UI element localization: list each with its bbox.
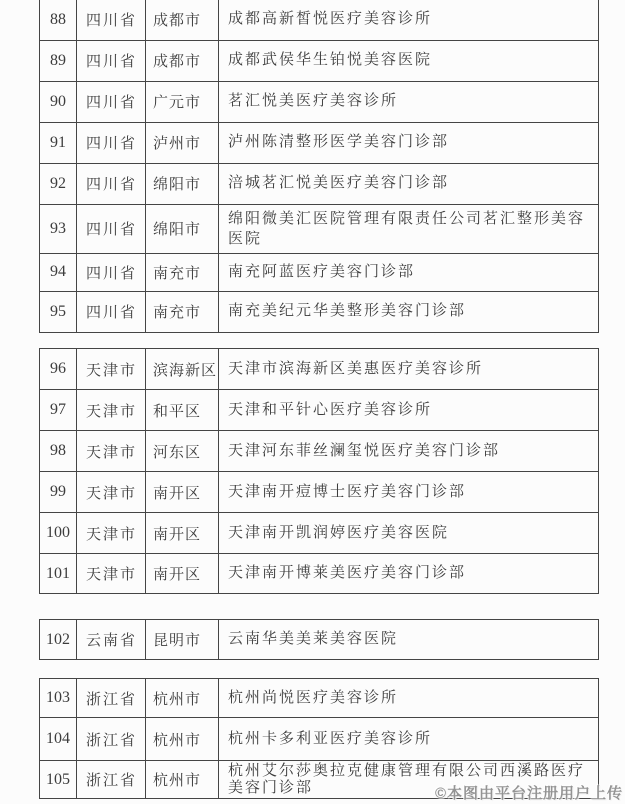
cell-org-name: 杭州卡多利亚医疗美容诊所: [219, 718, 599, 761]
cell-city: 南开区: [146, 513, 219, 554]
cell-province: 浙江省: [77, 761, 146, 799]
cell-city: 泸州市: [146, 122, 219, 163]
cell-province: 四川省: [77, 0, 146, 40]
table-row: [40, 390, 599, 431]
cell-org-name: 天津和平针心医疗美容诊所: [219, 390, 599, 431]
cell-city: 杭州市: [146, 679, 219, 718]
cell-number: 91: [40, 122, 77, 163]
table-row: [40, 620, 599, 660]
table-row: [40, 291, 599, 332]
cell-number: 105: [40, 761, 77, 799]
cell-province: 四川省: [77, 122, 146, 163]
table-row: [40, 472, 599, 513]
cell-number: 94: [40, 253, 77, 291]
cell-number: 97: [40, 390, 77, 431]
table-row: [40, 679, 599, 718]
table-row: [40, 163, 599, 204]
cell-org-name: 杭州艾尔莎奥拉克健康管理有限公司西溪路医疗美容门诊部: [219, 761, 599, 799]
cell-city: 河东区: [146, 431, 219, 472]
cell-org-name: 云南华美美莱美容医院: [219, 620, 599, 660]
table-row: [40, 718, 599, 761]
registry-table-sichuan: [39, 0, 599, 333]
cell-org-name: 天津南开博莱美医疗美容门诊部: [219, 554, 599, 594]
cell-org-name: 天津南开痘博士医疗美容门诊部: [219, 472, 599, 513]
cell-city: 南充市: [146, 291, 219, 332]
cell-org-name: 天津河东菲丝澜玺悦医疗美容门诊部: [219, 431, 599, 472]
watermark: ©本图由平台注册用户上传: [434, 785, 623, 802]
cell-city: 杭州市: [146, 718, 219, 761]
cell-org-name: 天津南开凯润婷医疗美容医院: [219, 513, 599, 554]
cell-city: 昆明市: [146, 620, 219, 660]
cell-org-name: 南充美纪元华美整形美容门诊部: [219, 291, 599, 332]
cell-number: 99: [40, 472, 77, 513]
cell-org-name: 绵阳微美汇医院管理有限责任公司茗汇整形美容医院: [219, 204, 599, 253]
cell-number: 95: [40, 291, 77, 332]
table-row: [40, 349, 599, 390]
table-row: [40, 81, 599, 122]
cell-city: 绵阳市: [146, 163, 219, 204]
cell-province: 天津市: [77, 431, 146, 472]
cell-number: 93: [40, 204, 77, 253]
cell-number: 90: [40, 81, 77, 122]
cell-number: 92: [40, 163, 77, 204]
cell-number: 101: [40, 554, 77, 594]
cell-city: 和平区: [146, 390, 219, 431]
cell-org-name: 天津市滨海新区美惠医疗美容诊所: [219, 349, 599, 390]
cell-org-name: 涪城茗汇悦美医疗美容门诊部: [219, 163, 599, 204]
registry-table-yunnan: [39, 619, 599, 660]
cell-number: 96: [40, 349, 77, 390]
cell-province: 四川省: [77, 40, 146, 81]
registry-table-zhejiang: [39, 678, 599, 799]
table-row: [40, 40, 599, 81]
cell-province: 天津市: [77, 513, 146, 554]
cell-number: 103: [40, 679, 77, 718]
cell-city: 南开区: [146, 554, 219, 594]
cell-number: 102: [40, 620, 77, 660]
cell-org-name: 南充阿蓝医疗美容门诊部: [219, 253, 599, 291]
cell-number: 89: [40, 40, 77, 81]
table-row: [40, 204, 599, 253]
table-row: [40, 431, 599, 472]
cell-province: 浙江省: [77, 679, 146, 718]
cell-org-name: 杭州尚悦医疗美容诊所: [219, 679, 599, 718]
cell-org-name: 成都高新皙悦医疗美容诊所: [219, 0, 599, 40]
cell-org-name: 茗汇悦美医疗美容诊所: [219, 81, 599, 122]
cell-number: 98: [40, 431, 77, 472]
cell-province: 浙江省: [77, 718, 146, 761]
cell-city: 成都市: [146, 40, 219, 81]
cell-number: 88: [40, 0, 77, 40]
cell-province: 四川省: [77, 81, 146, 122]
cell-province: 天津市: [77, 349, 146, 390]
cell-province: 四川省: [77, 163, 146, 204]
cell-province: 云南省: [77, 620, 146, 660]
cell-number: 104: [40, 718, 77, 761]
cell-number: 100: [40, 513, 77, 554]
cell-province: 四川省: [77, 291, 146, 332]
cell-city: 杭州市: [146, 761, 219, 799]
table-row: [40, 0, 599, 40]
table-row: [40, 122, 599, 163]
cell-city: 广元市: [146, 81, 219, 122]
cell-city: 绵阳市: [146, 204, 219, 253]
cell-province: 天津市: [77, 472, 146, 513]
table-row: [40, 253, 599, 291]
cell-province: 四川省: [77, 253, 146, 291]
cell-city: 南开区: [146, 472, 219, 513]
cell-province: 天津市: [77, 554, 146, 594]
cell-province: 四川省: [77, 204, 146, 253]
table-row: [40, 513, 599, 554]
cell-city: 成都市: [146, 0, 219, 40]
cell-org-name: 泸州陈清整形医学美容门诊部: [219, 122, 599, 163]
cell-city: 滨海新区: [146, 349, 219, 390]
cell-org-name: 成都武侯华生铂悦美容医院: [219, 40, 599, 81]
table-row: [40, 554, 599, 594]
cell-province: 天津市: [77, 390, 146, 431]
registry-table-tianjin: [39, 348, 599, 594]
cell-city: 南充市: [146, 253, 219, 291]
